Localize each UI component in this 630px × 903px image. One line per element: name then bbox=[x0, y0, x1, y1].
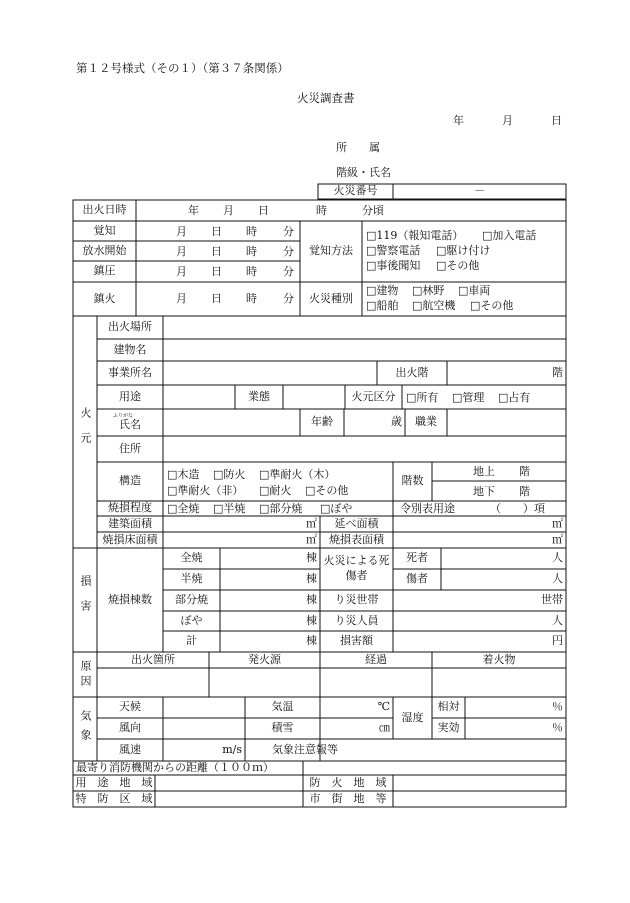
name-label-cell bbox=[97, 409, 163, 436]
event-detection: 覚知 bbox=[93, 223, 116, 237]
cause-col-place: 出火箇所 bbox=[131, 652, 175, 666]
opt-occupant[interactable]: □占有 bbox=[498, 391, 531, 404]
humidity-label: 湿度 bbox=[401, 710, 424, 724]
ordinance-use-value[interactable]: （ ）項 bbox=[490, 502, 545, 515]
percent-unit: ％ bbox=[552, 700, 563, 714]
opt-building[interactable]: □建物 bbox=[366, 284, 399, 297]
stories-label: 階数 bbox=[401, 474, 424, 488]
address-label: 住所 bbox=[119, 441, 141, 455]
speed-unit: m/s bbox=[222, 742, 242, 756]
opt-owner[interactable]: □所有 bbox=[406, 391, 439, 404]
opt-type-other[interactable]: □その他 bbox=[470, 299, 514, 312]
name-ruby: ふりがな bbox=[112, 413, 133, 420]
building-area-label: 建築面積 bbox=[108, 516, 152, 530]
burned-surface-area-label: 焼損表面積 bbox=[329, 532, 384, 546]
outbreak-label: 出火日時 bbox=[82, 203, 127, 217]
affiliation-label: 所 属 bbox=[336, 141, 380, 154]
form-id: 第１２号様式（その１）（第３７条関係） bbox=[76, 61, 289, 75]
snow-unit: ㎝ bbox=[379, 721, 390, 735]
nearest-station-label: 最寄り消防機関からの距離（１００ｍ） bbox=[76, 761, 274, 774]
opt-forest[interactable]: □林野 bbox=[412, 284, 445, 297]
snow-label: 積雪 bbox=[271, 721, 294, 735]
above-ground-label: 地上 bbox=[473, 465, 495, 478]
opt-detection-other[interactable]: □その他 bbox=[436, 259, 480, 272]
cause-col-source: 発火源 bbox=[248, 652, 281, 666]
year-label: 年 bbox=[453, 114, 464, 127]
wind-direction-label: 風向 bbox=[119, 721, 141, 735]
opt-partial-burn[interactable]: □部分焼 bbox=[259, 502, 303, 515]
usage-label: 用途 bbox=[119, 389, 141, 403]
relative-humidity-label: 相対 bbox=[437, 700, 460, 714]
building-unit: 棟 bbox=[306, 593, 317, 607]
event-suppressed: 鎮圧 bbox=[93, 264, 116, 278]
opt-police-phone[interactable]: □警察電話 bbox=[366, 244, 421, 257]
warnings-label: 気象注意報等 bbox=[272, 742, 338, 756]
outbreak-day: 日 bbox=[258, 204, 269, 217]
damage-row-half: 半焼 bbox=[180, 572, 203, 586]
effective-humidity-label: 実効 bbox=[437, 721, 460, 735]
detection-method-label: 覚知方法 bbox=[309, 244, 353, 258]
ordinance-use-label: 令別表用途 bbox=[400, 502, 455, 515]
affected-households-label: り災世帯 bbox=[334, 593, 379, 607]
time-month: 月 bbox=[176, 225, 187, 238]
cause-col-ignited: 着火物 bbox=[482, 652, 516, 666]
fire-number-value[interactable]: － bbox=[474, 184, 485, 198]
area-unit: ㎡ bbox=[306, 516, 317, 530]
page-title: 火災調査書 bbox=[297, 91, 355, 105]
area-unit: ㎡ bbox=[552, 532, 563, 546]
burn-degree-label: 焼損程度 bbox=[108, 501, 152, 515]
occupation-label: 職業 bbox=[415, 415, 437, 429]
opt-ship[interactable]: □船舶 bbox=[366, 299, 399, 312]
person-unit: 人 bbox=[552, 551, 563, 565]
time-month: 月 bbox=[176, 265, 187, 278]
outbreak-month: 月 bbox=[223, 204, 234, 217]
month-label: 月 bbox=[502, 114, 513, 127]
time-minute: 分 bbox=[283, 265, 294, 278]
damage-side-label: 損害 bbox=[79, 575, 93, 625]
building-unit: 棟 bbox=[306, 634, 317, 648]
time-day: 日 bbox=[211, 292, 222, 305]
outbreak-year: 年 bbox=[188, 204, 199, 217]
time-minute: 分 bbox=[283, 245, 294, 258]
building-unit: 棟 bbox=[306, 572, 317, 586]
opt-semi-fire-non[interactable]: □準耐火（非） bbox=[167, 484, 244, 497]
area-unit: ㎡ bbox=[552, 516, 563, 530]
opt-fire-resistant[interactable]: □耐火 bbox=[259, 484, 292, 497]
time-day: 日 bbox=[211, 265, 222, 278]
opt-total-burn[interactable]: □全焼 bbox=[167, 502, 200, 515]
temp-unit: ℃ bbox=[377, 700, 390, 714]
name-label: 氏名 bbox=[119, 417, 141, 431]
opt-rush[interactable]: □駆け付け bbox=[436, 244, 491, 257]
building-name-label: 建物名 bbox=[113, 342, 147, 356]
weather-side-label: 気象 bbox=[79, 710, 93, 748]
floor-label: 出火階 bbox=[395, 365, 429, 379]
opt-119[interactable]: □119（報知電話） bbox=[366, 229, 464, 242]
floor-unit: 階 bbox=[552, 365, 563, 379]
injured-label: 傷者 bbox=[406, 572, 428, 586]
household-unit: 世帯 bbox=[541, 593, 563, 607]
casualties-label: 火災による死傷者 bbox=[323, 554, 390, 582]
outbreak-minute: 分頃 bbox=[362, 204, 384, 217]
rank-name-label: 階級・氏名 bbox=[336, 166, 391, 179]
time-hour: 時 bbox=[246, 265, 257, 278]
opt-fireproof[interactable]: □防火 bbox=[213, 468, 246, 481]
cause-side-label: 原因 bbox=[79, 659, 93, 690]
fire-zone-label: 防 火 地 域 bbox=[309, 775, 387, 789]
cause-col-process: 経過 bbox=[365, 652, 387, 666]
burned-buildings-label: 焼損棟数 bbox=[108, 592, 152, 606]
day-label: 日 bbox=[551, 114, 562, 127]
affected-persons-label: り災人員 bbox=[334, 613, 379, 627]
origin-side-label: 火元 bbox=[79, 407, 93, 457]
opt-manager[interactable]: □管理 bbox=[452, 391, 485, 404]
opt-wood[interactable]: □木造 bbox=[167, 468, 200, 481]
person-unit: 人 bbox=[552, 613, 563, 627]
total-floor-area-label: 延べ面積 bbox=[334, 516, 379, 530]
special-zone-label: 特 防 区 域 bbox=[75, 791, 153, 805]
time-day: 日 bbox=[211, 245, 222, 258]
above-unit: 階 bbox=[519, 465, 530, 478]
damage-row-small: ぼや bbox=[180, 613, 203, 627]
city-zone-label: 市 街 地 等 bbox=[309, 791, 387, 805]
opt-small-fire[interactable]: □ぼや bbox=[320, 502, 353, 515]
percent-unit: ％ bbox=[552, 721, 563, 735]
business-type-label: 業態 bbox=[248, 389, 270, 403]
place-label: 出火場所 bbox=[108, 320, 152, 334]
wind-speed-label: 風速 bbox=[119, 742, 141, 756]
event-extinguished: 鎮火 bbox=[93, 291, 116, 305]
time-minute: 分 bbox=[283, 225, 294, 238]
time-hour: 時 bbox=[246, 292, 257, 305]
time-month: 月 bbox=[176, 292, 187, 305]
opt-vehicle[interactable]: □車両 bbox=[458, 284, 491, 297]
opt-after-notice[interactable]: □事後聞知 bbox=[366, 259, 421, 272]
age-label: 年齢 bbox=[311, 415, 333, 429]
area-unit: ㎡ bbox=[306, 532, 317, 546]
age-unit: 歳 bbox=[391, 415, 402, 429]
opt-semi-fire-wood[interactable]: □準耐火（木） bbox=[259, 468, 336, 481]
opt-structure-other[interactable]: □その他 bbox=[305, 484, 349, 497]
weather-label: 天候 bbox=[119, 700, 141, 714]
building-unit: 棟 bbox=[306, 551, 317, 565]
damage-row-partial: 部分焼 bbox=[175, 593, 208, 607]
below-ground-label: 地下 bbox=[473, 485, 495, 498]
person-unit: 人 bbox=[552, 572, 563, 586]
time-day: 日 bbox=[211, 225, 222, 238]
burned-floor-area-label: 焼損床面積 bbox=[102, 532, 158, 546]
event-water-start: 放水開始 bbox=[82, 243, 127, 257]
opt-subscriber-phone[interactable]: □加入電話 bbox=[482, 229, 537, 242]
damage-row-sum: 計 bbox=[186, 634, 197, 648]
time-hour: 時 bbox=[246, 225, 257, 238]
fire-type-label: 火災種別 bbox=[309, 291, 353, 305]
time-minute: 分 bbox=[283, 292, 294, 305]
yen-unit: 円 bbox=[552, 634, 563, 648]
time-hour: 時 bbox=[246, 245, 257, 258]
use-zone-label: 用 途 地 域 bbox=[75, 775, 153, 789]
opt-half-burn[interactable]: □半焼 bbox=[213, 502, 246, 515]
below-unit: 階 bbox=[519, 485, 530, 498]
outbreak-hour: 時 bbox=[316, 204, 327, 217]
damage-row-total: 全焼 bbox=[180, 551, 203, 565]
building-unit: 棟 bbox=[306, 613, 317, 627]
dead-label: 死者 bbox=[406, 551, 428, 565]
origin-class-label: 火元区分 bbox=[351, 389, 396, 403]
structure-label: 構造 bbox=[119, 474, 141, 488]
business-name-label: 事業所名 bbox=[108, 365, 152, 379]
opt-aircraft[interactable]: □航空機 bbox=[412, 299, 456, 312]
time-month: 月 bbox=[176, 245, 187, 258]
temperature-label: 気温 bbox=[271, 700, 294, 714]
fire-number-label: 火災番号 bbox=[333, 184, 378, 198]
loss-amount-label: 損害額 bbox=[340, 634, 373, 648]
